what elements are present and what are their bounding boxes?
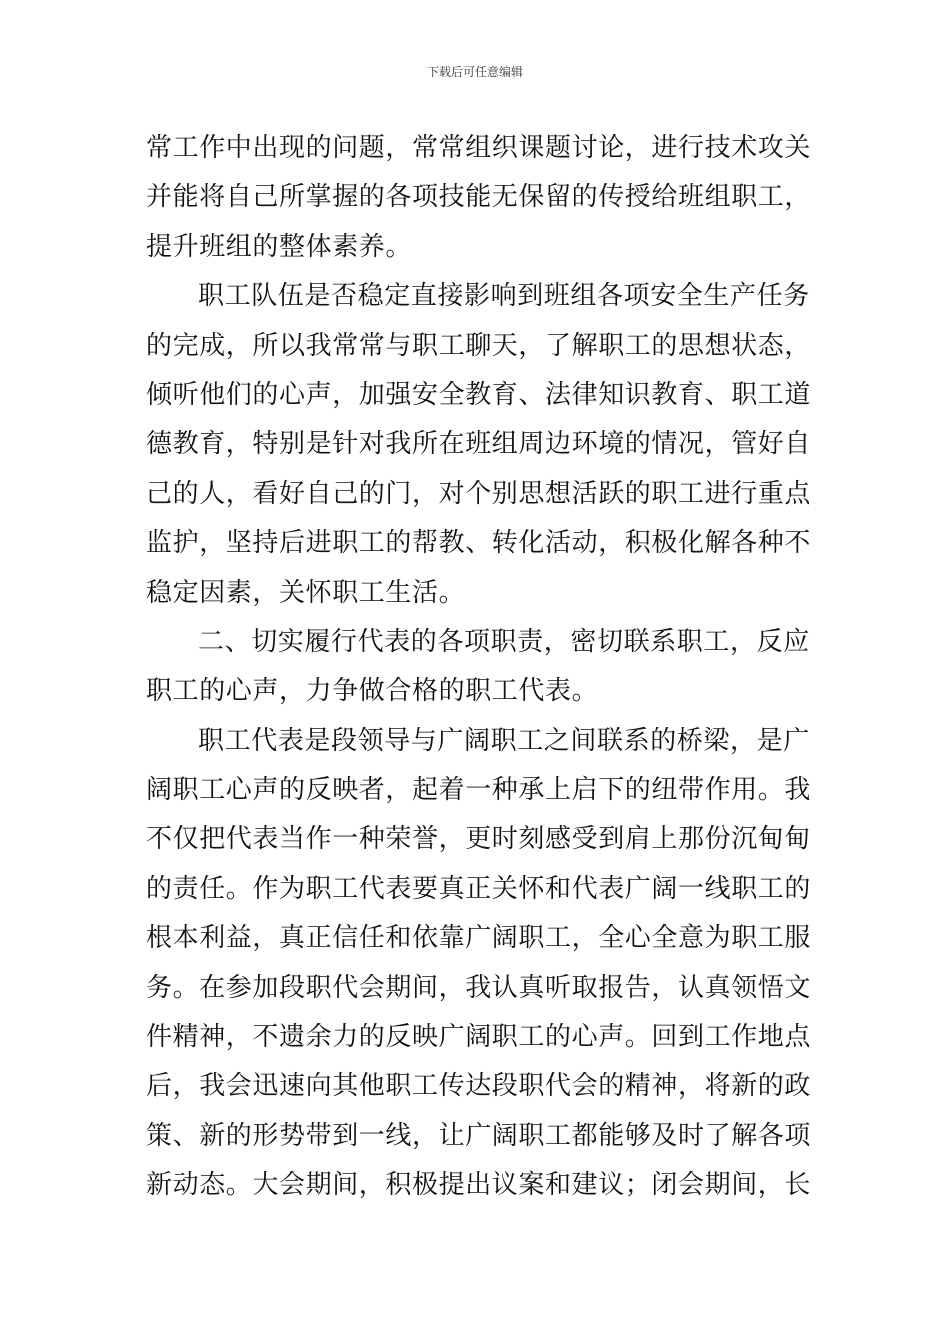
text-line: 提升班组的整体素养。 — [146, 231, 413, 262]
section-heading-line: 二、切实履行代表的各项职责，密切联系职工，反应 — [198, 626, 810, 657]
text-line: 德教育，特别是针对我所在班组周边环境的情况，管好自 — [146, 429, 812, 460]
text-line: 监护，坚持后进职工的帮教、转化活动，积极化解各种不 — [146, 528, 812, 559]
text-line: 并能将自己所掌握的各项技能无保留的传授给班组职工， — [146, 182, 812, 213]
text-line: 根本利益，真正信任和依靠广阔职工，全心全意为职工服 — [146, 923, 812, 954]
text-line: 的完成，所以我常常与职工聊天，了解职工的思想状态， — [146, 330, 812, 361]
paragraph-start-line: 职工代表是段领导与广阔职工之间联系的桥梁，是广 — [198, 725, 810, 756]
text-line: 稳定因素，关怀职工生活。 — [146, 577, 466, 608]
text-line: 务。在参加段职代会期间，我认真听取报告，认真领悟文 — [146, 972, 812, 1003]
page-header-note: 下载后可任意编辑 — [426, 65, 523, 79]
text-line: 后，我会迅速向其他职工传达段职代会的精神，将新的政 — [146, 1071, 812, 1102]
text-line: 不仅把代表当作一种荣誉，更时刻感受到肩上那份沉甸甸 — [146, 824, 812, 855]
text-line: 的责任。作为职工代表要真正关怀和代表广阔一线职工的 — [146, 873, 812, 904]
text-line: 常工作中出现的问题，常常组织课题讨论，进行技术攻关 — [146, 133, 812, 163]
text-line: 件精神，不遗余力的反映广阔职工的心声。回到工作地点 — [146, 1022, 812, 1053]
text-line: 倾听他们的心声，加强安全教育、法律知识教育、职工道 — [146, 379, 812, 410]
paragraph-start-line: 职工队伍是否稳定直接影响到班组各项安全生产任务 — [198, 281, 810, 312]
section-heading-line: 职工的心声，力争做合格的职工代表。 — [146, 676, 599, 707]
text-line: 阔职工心声的反映者，起着一种承上启下的纽带作用。我 — [146, 775, 812, 806]
text-line: 己的人，看好自己的门，对个别思想活跃的职工进行重点 — [146, 478, 812, 509]
document-body — [146, 124, 812, 1211]
text-line: 新动态。大会期间，积极提出议案和建议；闭会期间，长 — [146, 1170, 812, 1201]
text-line: 策、新的形势带到一线，让广阔职工都能够及时了解各项 — [146, 1120, 812, 1151]
